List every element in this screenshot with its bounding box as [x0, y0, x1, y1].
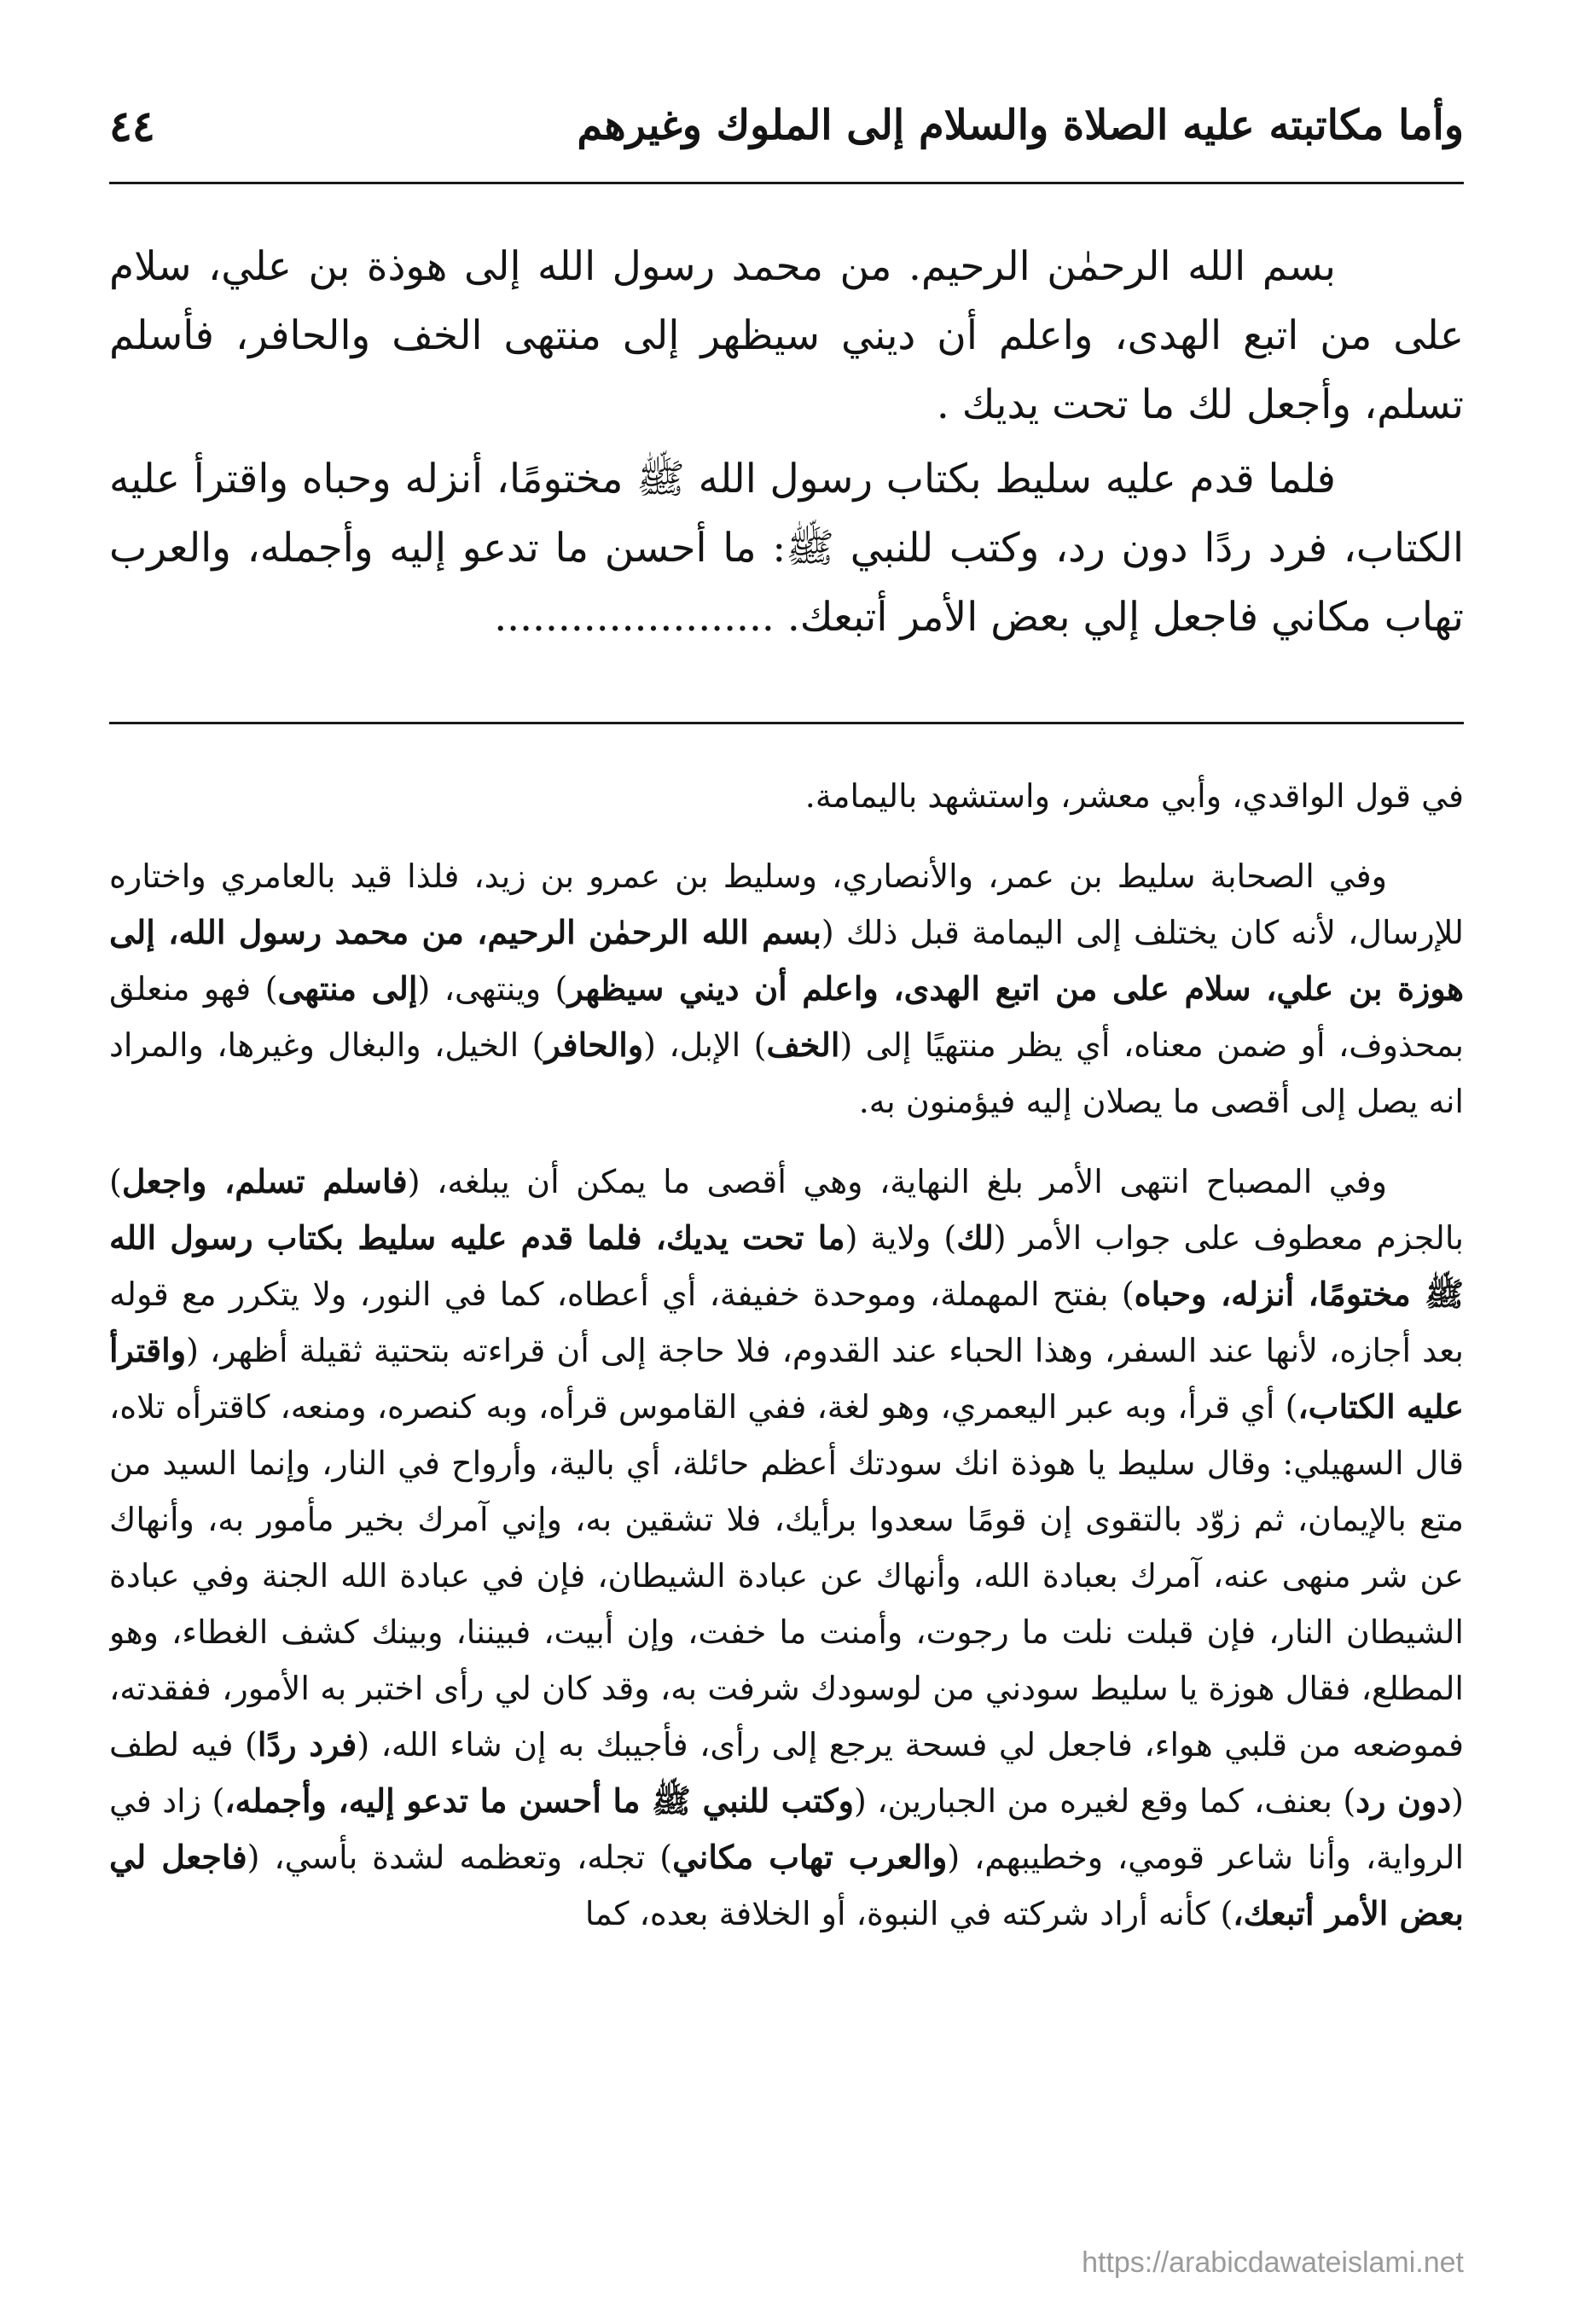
running-title: وأما مكاتبته عليه الصلاة والسلام إلى الملوك وغيرهم	[577, 102, 1464, 149]
section-divider	[109, 722, 1464, 724]
commentary	[109, 768, 1464, 2269]
main-text	[109, 232, 1464, 710]
quoted-text: الخف	[766, 1025, 840, 1064]
quoted-text: فرد ردًا	[257, 1725, 357, 1763]
commentary-text: ) فهو منعلق بمحذوف، أو ضمن معناه، أي يظر منتهيًا إلى (	[109, 970, 1464, 1064]
commentary-paragraph: في قول الواقدي، وأبي معشر، واستشهد باليمامة.	[804, 777, 1464, 815]
commentary-text: ) أي قرأ، وبه عبر اليعمري، وهو لغة، ففي القاموس قرأه، وبه كنصره، ومنعه، كاقترأه تلاه، قال السهيلي: وقال سليط يا هوذة انك سودتك أعظم حائلة، أي بالية، وأرواح في النار، وإنما السيد من متع بالإيمان، ثم زوّد بالتقوى إن قومًا سعدوا برأيك، فلا تشقين به، وإني آمرك بخير مأمور به، وأنهاك عن شر منهى عنه، آمرك بعبادة الله، وأنهاك عن عبادة الشيطان، فإن في عبادة الله الجنة وفي عبادة الشيطان النار، فإن قبلت نلت ما رجوت، وأمنت ما خفت، وإن أبيت، فبيننا، وبينك كشف الغطاء، وهو المطلع، فقال هوزة يا سليط سودني من لوسودك شرفت به، وقد كان لي رأى اختبر به الأمور، ففقدته، فموضعه من قلبي هواء، فاجعل لي فسحة يرجع إلى رأى، فأجيبك به إن شاء الله، (	[109, 1388, 1464, 1763]
commentary-text: وفي المصباح انتهى الأمر بلغ النهاية، وهي أقصى ما يمكن أن يبلغه، (	[407, 1163, 1388, 1200]
quoted-text: ما تحت يديك، فلما قدم عليه سليط بكتاب رسول الله ﷺ مختومًا، أنزله، وحباه	[109, 1218, 1464, 1313]
commentary-text: ) تجله، وتعظمه لشدة بأسي، (	[247, 1839, 673, 1876]
quoted-text: لك	[956, 1218, 994, 1257]
quoted-text: فاسلم تسلم، واجعل	[121, 1162, 408, 1200]
commentary-paragraph	[109, 1153, 1464, 1942]
quoted-text: دون رد	[1355, 1781, 1452, 1820]
commentary-text: ) الإبل، (	[643, 1026, 767, 1064]
running-head	[109, 96, 1464, 155]
commentary-paragraph	[109, 848, 1464, 1130]
main-text-paragraph: بسم الله الرحمٰن الرحيم. من محمد رسول الله إلى هوذة بن علي، سلام على من اتبع الهدى، واعلم أن ديني سيظهر إلى منتهى الخف والحافر، فأسلم تسلم، وأجعل لك ما تحت يديك .	[109, 243, 1464, 428]
commentary-text: ) بالجزم معطوف على جواب الأمر (	[109, 1163, 1464, 1257]
main-text-paragraph	[109, 444, 1464, 652]
quoted-text: والعرب تهاب مكاني	[672, 1838, 948, 1876]
commentary-text: ) بعنف، كما وقع لغيره من الجبارين، (	[853, 1782, 1356, 1820]
commentary-text: ) بفتح المهملة، وموحدة خفيفة، أي أعطاه، كما في النور، ولا يتكرر مع قوله بعد أجازه، لأنها عند السفر، وهذا الحباء عند القدوم، فلا حاجة إلى أن قراءته بتحتية ثقيلة أظهر، (	[109, 1275, 1464, 1369]
main-text-sentence: فلما قدم عليه سليط بكتاب رسول الله ﷺ مختومًا، أنزله وحباه واقترأ عليه الكتاب، فرد ردًا دون رد، وكتب للنبي ﷺ: ما أحسن ما تدعو إليه وأجمله، والعرب تهاب مكاني فاجعل إلي بعض الأمر أتبعك.	[109, 456, 1464, 641]
commentary-text: وفي الصحابة سليط بن عمر، والأنصاري، وسليط بن عمرو بن زيد، فلذا قيد بالعامري واختاره للإرسال، لأنه كان يختلف إلى اليمامة قبل ذلك (	[109, 857, 1464, 951]
quoted-text: بسم الله الرحمٰن الرحيم، من محمد رسول الله، إلى هوزة بن علي، سلام على من اتبع الهدى، واعلم أن ديني سيظهر	[109, 913, 1464, 1008]
commentary-text: ) زاد في الرواية، وأنا شاعر قومي، وخطيبهم، (	[109, 1782, 1464, 1876]
quoted-text: وكتب للنبي ﷺ ما أحسن ما تدعو إليه، وأجمله،	[224, 1781, 854, 1820]
commentary-text: ) وينتهى، (	[417, 970, 568, 1008]
quoted-text: واقترأ عليه الكتاب،	[109, 1331, 1464, 1426]
commentary-text: ) فيه لطف (	[109, 1726, 1464, 1820]
quoted-text: والحافر	[544, 1025, 644, 1064]
commentary-text: ) الخيل، والبغال وغيرها، والمراد انه يصل إلى أقصى ما يصلان إليه فيؤمنون به.	[109, 1026, 1464, 1120]
commentary-text: ) ولاية (	[845, 1219, 957, 1257]
source-watermark: https://arabicdawateislami.net	[1082, 2246, 1464, 2279]
header-rule	[109, 182, 1464, 184]
ellipsis-dots: ......................	[494, 594, 775, 641]
commentary-text: ) كأنه أراد شركته في النبوة، أو الخلافة بعده، كما	[584, 1895, 1233, 1932]
quoted-text: إلى منتهى	[277, 969, 418, 1008]
quoted-text: فاجعل لي بعض الأمر أتبعك،	[109, 1838, 1464, 1932]
page-number: ٤٤	[109, 100, 155, 151]
